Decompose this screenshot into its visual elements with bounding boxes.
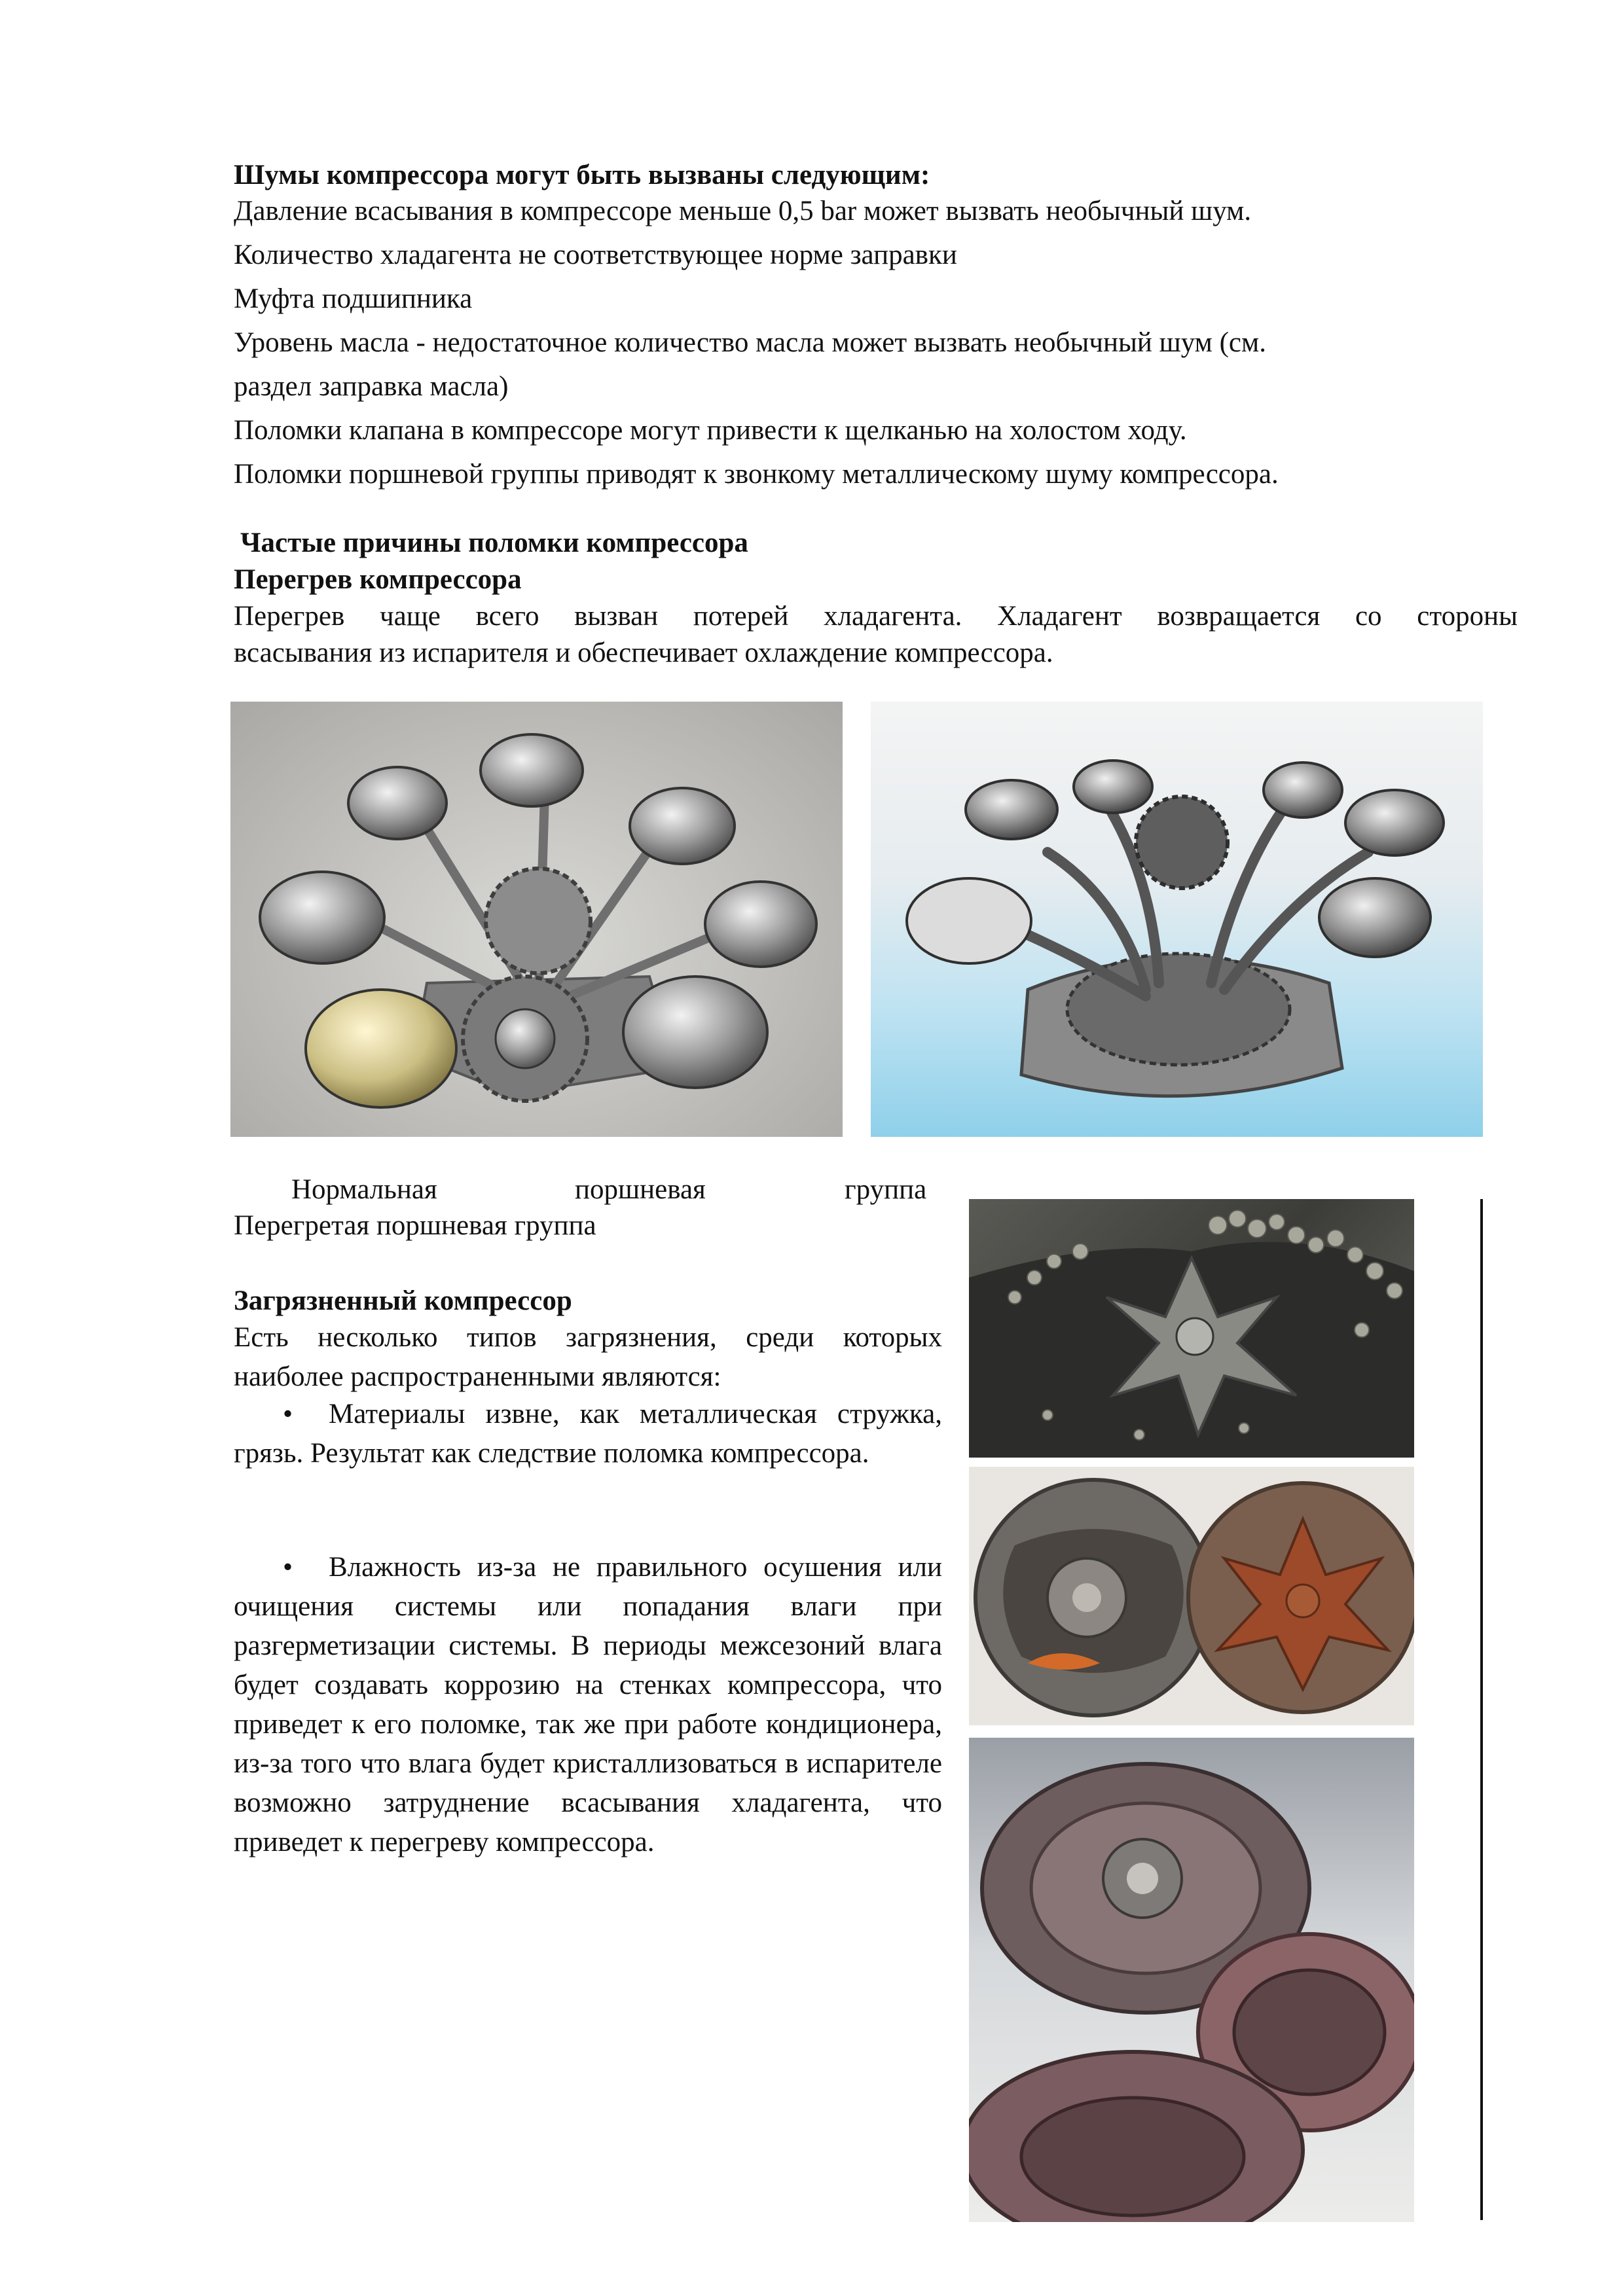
noise-line: Муфта подшипника bbox=[234, 283, 473, 314]
contamination-photo-metal-shavings bbox=[969, 1199, 1414, 1458]
bullet-icon: • bbox=[283, 1399, 293, 1429]
overheat-text: всасывания из испарителя и обеспечивает охлаждение компрессора. bbox=[234, 637, 1053, 668]
bullet-icon: • bbox=[283, 1552, 293, 1583]
caption-overheated: Перегретая поршневая группа bbox=[234, 1210, 596, 1241]
noise-line: Давление всасывания в компрессоре меньше 0,5 bar может вызвать необычный шум. bbox=[234, 196, 1252, 226]
noise-line: Количество хладагента не соответствующее норме заправки bbox=[234, 240, 957, 270]
contamination-photo-damaged-parts bbox=[969, 1738, 1414, 2222]
caption-normal-word: группа bbox=[845, 1174, 927, 1205]
noise-line: Уровень масла - недостаточное количество масла может вызвать необычный шум (см. bbox=[234, 327, 1266, 358]
noise-heading: Шумы компрессора могут быть вызваны следующим: bbox=[234, 160, 930, 190]
bullet-text: Материалы извне, как металлическая стружка, грязь. Результат как следствие поломка компрессора. bbox=[234, 1399, 942, 1469]
contaminated-intro: Есть несколько типов загрязнения, среди которых наиболее распространенными являются: bbox=[234, 1322, 942, 1392]
contamination-photo-corrosion bbox=[969, 1467, 1414, 1725]
noise-line: Поломки клапана в компрессоре могут привести к щелканью на холостом ходу. bbox=[234, 415, 1187, 446]
caption-normal-word: поршневая bbox=[575, 1174, 706, 1205]
contaminated-heading: Загрязненный компрессор bbox=[234, 1285, 572, 1316]
noise-line: раздел заправка масла) bbox=[234, 371, 509, 402]
causes-heading: Частые причины поломки компрессора bbox=[240, 528, 748, 558]
overheated-piston-photo bbox=[871, 702, 1483, 1137]
bullet-text: Влажность из-за не правильного осушения или очищения системы или попадания влаги при разгерметизации системы. В периоды межсезоний влага будет создавать коррозию на стенках компрессора, что приведет к его поломке, так же при работе кондиционера, из-за того что влага будет кристаллизоваться в испарителе возможно затруднение всасывания хладагента, что приведет к перегреву компрессора. bbox=[234, 1552, 942, 1857]
caption-normal-word: Нормальная bbox=[291, 1174, 437, 1205]
overheat-heading: Перегрев компрессора bbox=[234, 564, 522, 595]
normal-piston-photo bbox=[230, 702, 843, 1137]
bullet-item bbox=[234, 1548, 942, 1862]
vertical-rule bbox=[1480, 1199, 1483, 2220]
noise-line: Поломки поршневой группы приводят к звонкому металлическому шуму компрессора. bbox=[234, 459, 1279, 490]
bullet-item bbox=[234, 1395, 942, 1473]
overheat-text: Перегрев чаще всего вызван потерей хладагента. Хладагент возвращается со стороны bbox=[234, 601, 1518, 632]
